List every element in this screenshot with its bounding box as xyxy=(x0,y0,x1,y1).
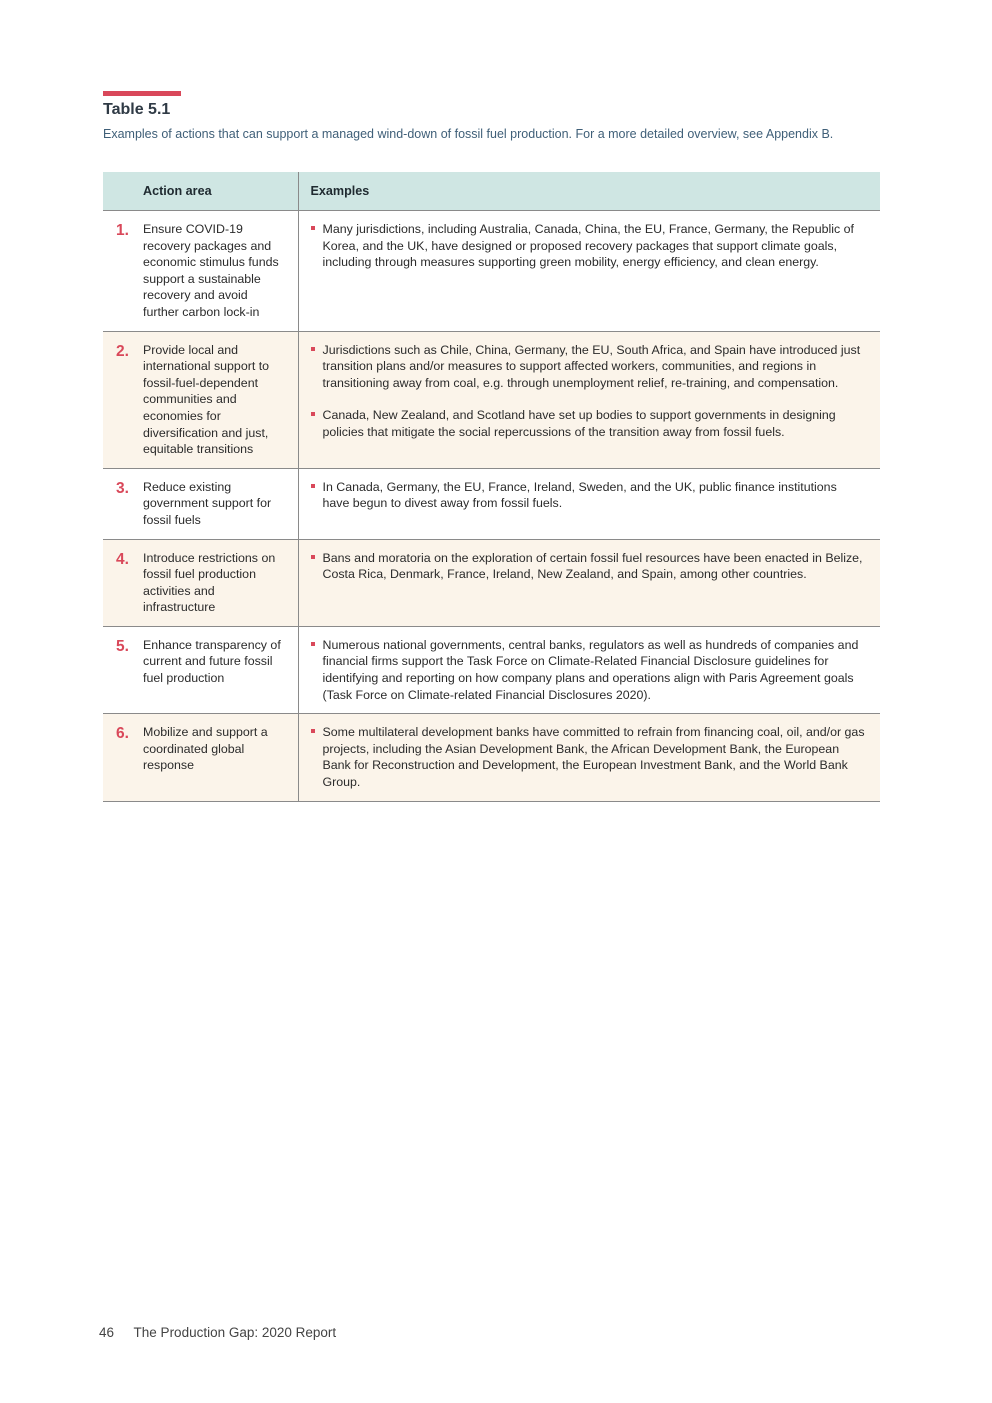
bullet-square-icon xyxy=(311,555,315,559)
action-area-cell xyxy=(103,468,298,539)
example-item xyxy=(311,724,867,790)
row-number: 1. xyxy=(116,222,129,239)
table-title: Table 5.1 xyxy=(103,101,171,118)
example-text: Some multilateral development banks have committed to refrain from financing coal, oil, and/or gas projects, including the Asian Development Bank, the African Development Bank, the European Bank for Reconstruction and Development, the European Investment Bank, and the World Bank Group. xyxy=(322,725,865,790)
bullet-square-icon xyxy=(311,347,315,351)
example-text: Canada, New Zealand, and Scotland have set up bodies to support governments in designing policies that mitigate the social repercussions of the transition away from fossil fuels. xyxy=(322,408,836,439)
actions-table xyxy=(103,172,880,802)
row-number: 3. xyxy=(116,479,129,497)
row-number: 4. xyxy=(116,550,129,568)
example-item xyxy=(311,479,867,512)
action-area-text: Enhance transparency of current and future fossil fuel production xyxy=(143,637,281,686)
table-row xyxy=(103,626,880,713)
table-row xyxy=(103,211,880,332)
examples-cell xyxy=(298,626,880,713)
action-area-cell xyxy=(103,626,298,713)
page-footer xyxy=(99,1325,336,1340)
action-area-cell xyxy=(103,331,298,468)
row-number: 6. xyxy=(116,725,129,743)
page-number: 46 xyxy=(99,1325,115,1340)
action-area-cell xyxy=(103,539,298,626)
example-item xyxy=(311,342,867,392)
title-accent-bar xyxy=(103,91,181,96)
example-text: Many jurisdictions, including Australia, Canada, China, the EU, France, Germany, the Republic of Korea, and the UK, have designed or proposed recovery packages that support climate goals, including through measures supporting green mobility, energy efficiency, and clean energy. xyxy=(322,222,854,270)
examples-cell xyxy=(298,331,880,468)
example-text: Numerous national governments, central banks, regulators as well as hundreds of companies and financial firms support the Task Force on Climate-Related Financial Disclosure guidelines for identifying and reporting on how company plans and operations align with Paris Agreement goals (Task Force on Climate-related Financial Disclosures 2020). xyxy=(322,637,859,702)
examples-cell xyxy=(298,539,880,626)
action-area-text: Introduce restrictions on fossil fuel production activities and infrastructure xyxy=(143,550,276,615)
action-area-text: Ensure COVID-19 recovery packages and economic stimulus funds support a sustainable recovery and avoid further carbon lock-in xyxy=(143,222,279,319)
table-row xyxy=(103,468,880,539)
table-caption: Examples of actions that can support a managed wind-down of fossil fuel production. For a more detailed overview, see Appendix B. xyxy=(103,127,834,141)
example-item xyxy=(311,221,867,271)
column-header-action-area: Action area xyxy=(103,172,298,211)
examples-cell xyxy=(298,714,880,801)
bullet-square-icon xyxy=(311,226,315,230)
table-row xyxy=(103,539,880,626)
example-item xyxy=(311,407,867,440)
example-text: Jurisdictions such as Chile, China, Germany, the EU, South Africa, and Spain have introduced just transition plans and/or measures to support affected workers, communities, and regions in transitioning away from coal, e.g. through unemployment relief, re-training, and compensation. xyxy=(322,342,861,390)
action-area-text: Reduce existing government support for fossil fuels xyxy=(143,479,272,527)
bullet-square-icon xyxy=(311,729,315,733)
table-header-row xyxy=(103,172,880,211)
column-header-examples: Examples xyxy=(298,172,880,211)
table-row xyxy=(103,331,880,468)
bullet-square-icon xyxy=(311,642,315,646)
bullet-square-icon xyxy=(311,412,315,416)
examples-cell xyxy=(298,468,880,539)
example-item xyxy=(311,637,867,703)
example-text: Bans and moratoria on the exploration of certain fossil fuel resources have been enacted in Belize, Costa Rica, Denmark, France, Ireland, New Zealand, and Spain, among other countries. xyxy=(322,550,863,582)
row-number: 2. xyxy=(116,342,129,360)
action-area-text: Provide local and international support to fossil-fuel-dependent communities and economies for diversification and just, equitable transitions xyxy=(143,342,270,457)
bullet-square-icon xyxy=(311,484,315,488)
report-title: The Production Gap: 2020 Report xyxy=(133,1325,337,1340)
example-item xyxy=(311,550,867,583)
example-text: In Canada, Germany, the EU, France, Ireland, Sweden, and the UK, public finance institutions have begun to divest away from fossil fuels. xyxy=(322,479,837,511)
action-area-cell xyxy=(103,714,298,801)
table-row xyxy=(103,714,880,801)
examples-cell xyxy=(298,211,880,332)
row-number: 5. xyxy=(116,637,129,655)
action-area-cell xyxy=(103,211,298,332)
action-area-text: Mobilize and support a coordinated global response xyxy=(143,725,268,773)
